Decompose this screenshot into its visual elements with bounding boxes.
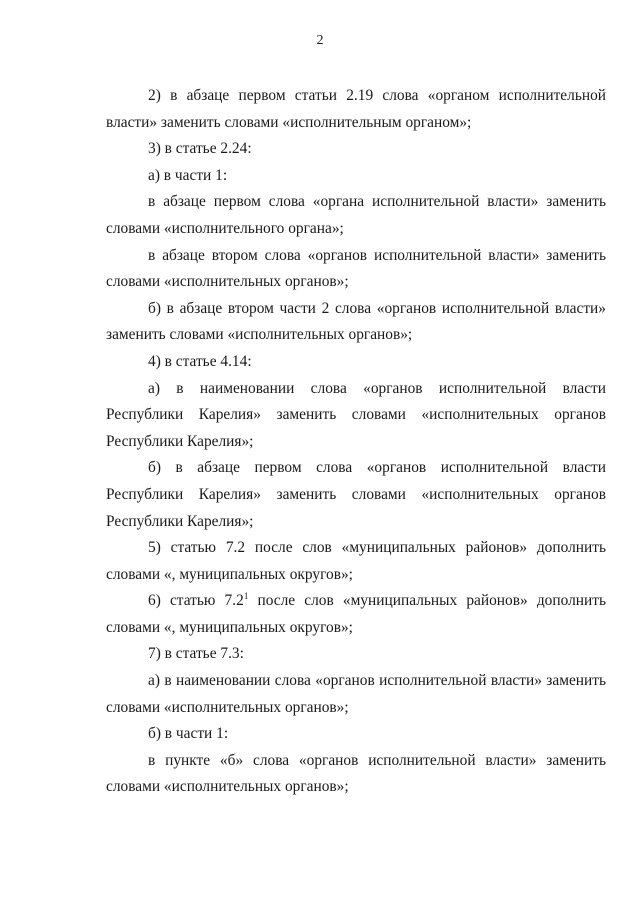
- paragraph-item-3: 3) в статье 2.24:: [148, 140, 252, 158]
- paragraph-subitem-7b: б) в части 1:: [148, 725, 229, 743]
- paragraph-item-6-end: после слов «муниципальных районов» дополнить словами «, муниципальных округов»;: [106, 592, 606, 636]
- paragraph-subitem-3b: б) в абзаце втором части 2 слова «органов исполнительной власти» заменить словами «исполнительных органов»;: [106, 299, 606, 344]
- paragraph-item-5: 5) статью 7.2 после слов «муниципальных районов» дополнить словами «, муниципальных округов»;: [106, 539, 606, 583]
- page-number: 2: [316, 33, 324, 48]
- paragraph-3a-second: в абзаце втором слова «органов исполнительной власти» заменить словами «исполнительных органов»;: [106, 246, 606, 291]
- paragraph-7b-point-b: в пункте «б» слова «органов исполнительной власти» заменить словами «исполнительных органов»;: [106, 751, 606, 796]
- paragraph-item-2: 2) в абзаце первом статьи 2.19 слова «органом исполнительной власти» заменить словами «исполнительным органом»;: [106, 87, 606, 131]
- paragraph-item-6: [106, 588, 606, 641]
- paragraph-3a-first: в абзаце первом слова «органа исполнительной власти» заменить словами «исполнительного органа»;: [106, 193, 606, 237]
- document-body: [106, 83, 606, 801]
- paragraph-subitem-3a: а) в части 1:: [148, 166, 228, 184]
- paragraph-subitem-7a: а) в наименовании слова «органов исполнительной власти» заменить словами «исполнительных органов»;: [106, 672, 606, 716]
- paragraph-item-6-start: 6) статью 7.2: [148, 592, 244, 610]
- paragraph-subitem-4b: б) в абзаце первом слова «органов исполнительной власти Республики Карелия» заменить словами «исполнительных органов Республики Карелия»;: [106, 459, 606, 530]
- paragraph-subitem-4a: а) в наименовании слова «органов исполнительной власти Республики Карелия» заменить словами «исполнительных органов Республики Карелия»;: [106, 379, 606, 450]
- article-superscript: 1: [243, 591, 249, 602]
- paragraph-item-4: 4) в статье 4.14:: [148, 352, 252, 370]
- paragraph-item-7: 7) в статье 7.3:: [148, 645, 244, 663]
